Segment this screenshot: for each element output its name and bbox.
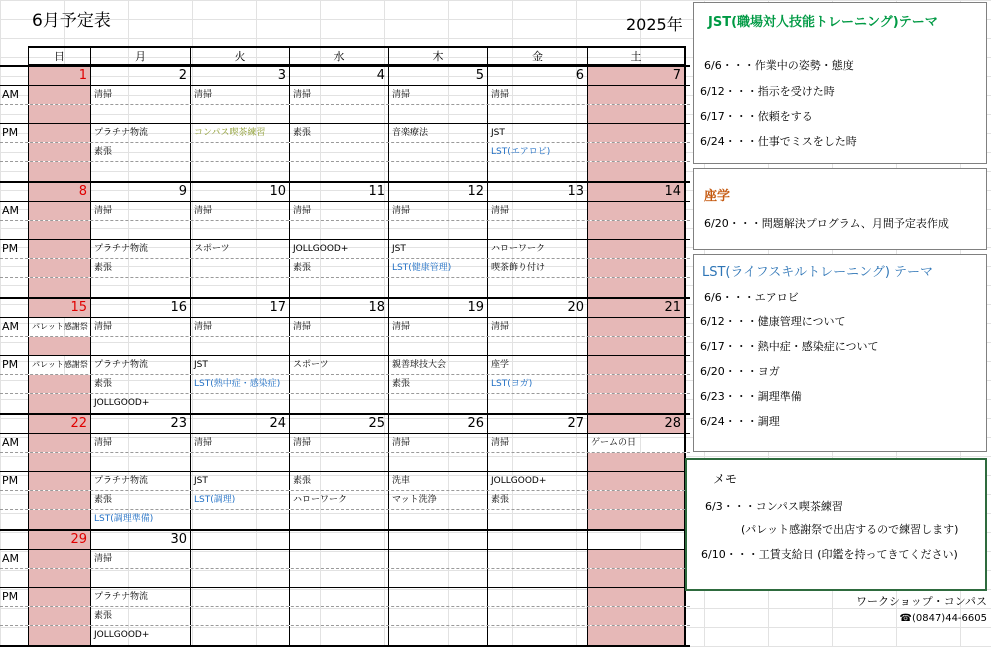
- jst-item: 6/12・・・指示を受けた時: [700, 85, 835, 98]
- schedule-cell: [28, 472, 90, 490]
- schedule-cell: 清掃: [190, 202, 289, 220]
- schedule-cell: [28, 434, 90, 452]
- schedule-cell: [388, 143, 487, 161]
- lst-item: 6/20・・・ヨガ: [700, 365, 780, 378]
- am-label: AM: [2, 204, 20, 217]
- memo-item: 6/3・・・コンパス喫茶練習: [705, 500, 843, 513]
- schedule-cell: JOLLGOOD+: [487, 472, 587, 490]
- schedule-cell: [587, 588, 686, 606]
- schedule-cell: 清掃: [289, 86, 388, 104]
- schedule-cell: [190, 221, 289, 239]
- week-row-pm2: [0, 259, 690, 278]
- schedule-cell: [28, 124, 90, 142]
- schedule-cell: [190, 569, 289, 587]
- schedule-cell: マット洗浄: [388, 491, 487, 509]
- weekday-header-cell: 木: [388, 46, 487, 65]
- date-cell: 9: [90, 183, 190, 201]
- schedule-cell: 素張: [90, 491, 190, 509]
- zagaku-panel: [693, 168, 987, 250]
- schedule-cell: 素張: [289, 259, 388, 277]
- schedule-cell: [587, 318, 686, 336]
- week-row-pm1: [0, 240, 690, 259]
- schedule-cell: [587, 550, 686, 568]
- weekday-header-cell: 土: [587, 46, 686, 65]
- zagaku-title: 座学: [704, 189, 731, 204]
- week-row-blank1: [0, 569, 690, 588]
- jst-panel: [693, 2, 987, 164]
- week-row-dates: [0, 67, 690, 86]
- page-title: 6月予定表: [32, 11, 111, 31]
- date-cell: 3: [190, 67, 289, 85]
- pm-label: PM: [2, 474, 19, 487]
- date-cell: 1: [28, 67, 90, 85]
- schedule-cell: [587, 356, 686, 374]
- schedule-cell: 清掃: [289, 434, 388, 452]
- schedule-cell: 清掃: [487, 434, 587, 452]
- schedule-cell: [587, 105, 686, 123]
- schedule-cell: 清掃: [388, 86, 487, 104]
- schedule-cell: 清掃: [90, 434, 190, 452]
- date-cell: 27: [487, 415, 587, 433]
- week-row-am: [0, 202, 690, 221]
- date-cell: 2: [90, 67, 190, 85]
- schedule-cell: [28, 162, 90, 181]
- schedule-cell: JST: [190, 472, 289, 490]
- jst-title: JST(職場対人技能トレーニング)テーマ: [708, 15, 938, 30]
- schedule-cell: [587, 86, 686, 104]
- schedule-cell: 素張: [289, 124, 388, 142]
- schedule-cell: [28, 375, 90, 393]
- schedule-cell: [289, 550, 388, 568]
- schedule-cell: LST(調理): [190, 491, 289, 509]
- week-row-blank1: [0, 453, 690, 472]
- date-cell: 12: [388, 183, 487, 201]
- date-cell: [487, 531, 587, 549]
- schedule-cell: [90, 337, 190, 355]
- schedule-cell: [587, 472, 686, 490]
- date-cell: 6: [487, 67, 587, 85]
- schedule-cell: [90, 162, 190, 181]
- schedule-cell: [587, 259, 686, 277]
- jst-item: 6/24・・・仕事でミスをした時: [700, 135, 857, 148]
- schedule-cell: 清掃: [90, 202, 190, 220]
- week-row-pm2: [0, 375, 690, 394]
- week-row-am: [0, 318, 690, 337]
- schedule-cell: 清掃: [190, 86, 289, 104]
- schedule-cell: 清掃: [190, 318, 289, 336]
- schedule-cell: スポーツ: [289, 356, 388, 374]
- schedule-cell: [28, 607, 90, 625]
- schedule-cell: [289, 588, 388, 606]
- schedule-cell: [289, 626, 388, 645]
- lst-item: 6/24・・・調理: [700, 415, 780, 428]
- schedule-cell: [28, 86, 90, 104]
- schedule-cell: [487, 588, 587, 606]
- schedule-cell: [190, 510, 289, 529]
- weekday-header-cell: 月: [90, 46, 190, 65]
- memo-item: 6/10・・・工賃支給日 (印鑑を持ってきてください): [701, 548, 958, 561]
- schedule-cell: 清掃: [388, 318, 487, 336]
- schedule-cell: [587, 626, 686, 645]
- lst-title: LST(ライフスキルトレーニング) テーマ: [702, 265, 934, 280]
- week-row-pm2: [0, 143, 690, 162]
- week-row-pm3: [0, 278, 690, 297]
- schedule-cell: [587, 394, 686, 413]
- schedule-cell: 清掃: [388, 434, 487, 452]
- schedule-cell: [28, 221, 90, 239]
- date-cell: [190, 531, 289, 549]
- date-cell: 18: [289, 299, 388, 317]
- week-row-pm1: [0, 124, 690, 143]
- week-block: [0, 297, 690, 413]
- schedule-cell: [28, 626, 90, 645]
- schedule-cell: [487, 394, 587, 413]
- schedule-cell: [28, 240, 90, 258]
- schedule-cell: ハローワーク: [289, 491, 388, 509]
- date-cell: 23: [90, 415, 190, 433]
- schedule-cell: [190, 143, 289, 161]
- date-cell: 28: [587, 415, 686, 433]
- date-cell: 11: [289, 183, 388, 201]
- schedule-cell: [587, 124, 686, 142]
- date-cell: 8: [28, 183, 90, 201]
- week-row-blank1: [0, 337, 690, 356]
- weekday-header: [0, 46, 690, 65]
- schedule-cell: [190, 550, 289, 568]
- date-cell: 4: [289, 67, 388, 85]
- schedule-cell: [487, 278, 587, 297]
- week-row-pm3: [0, 626, 690, 645]
- date-cell: 30: [90, 531, 190, 549]
- schedule-cell: [28, 394, 90, 413]
- date-cell: 10: [190, 183, 289, 201]
- week-row-pm1: [0, 356, 690, 375]
- schedule-cell: [388, 510, 487, 529]
- schedule-cell: [190, 337, 289, 355]
- schedule-cell: [28, 259, 90, 277]
- schedule-cell: [289, 162, 388, 181]
- schedule-cell: 清掃: [190, 434, 289, 452]
- date-cell: 13: [487, 183, 587, 201]
- schedule-cell: 清掃: [289, 318, 388, 336]
- schedule-cell: [388, 278, 487, 297]
- week-row-pm2: [0, 607, 690, 626]
- schedule-cell: [388, 105, 487, 123]
- schedule-cell: [190, 259, 289, 277]
- schedule-cell: [28, 453, 90, 471]
- schedule-cell: JOLLGOOD+: [90, 626, 190, 645]
- schedule-cell: [289, 607, 388, 625]
- date-cell: 16: [90, 299, 190, 317]
- schedule-cell: [487, 607, 587, 625]
- am-label: AM: [2, 552, 20, 565]
- schedule-cell: [289, 105, 388, 123]
- schedule-cell: [388, 588, 487, 606]
- schedule-cell: 素張: [90, 259, 190, 277]
- date-cell: 14: [587, 183, 686, 201]
- week-row-dates: [0, 299, 690, 318]
- schedule-cell: 清掃: [487, 202, 587, 220]
- schedule-cell: [587, 240, 686, 258]
- schedule-cell: [28, 143, 90, 161]
- schedule-cell: [487, 221, 587, 239]
- schedule-cell: [487, 453, 587, 471]
- schedule-cell: [388, 607, 487, 625]
- week-row-dates: [0, 415, 690, 434]
- pm-label: PM: [2, 590, 19, 603]
- date-cell: [587, 531, 686, 549]
- memo-panel: [685, 458, 987, 591]
- schedule-cell: [90, 453, 190, 471]
- schedule-cell: [388, 550, 487, 568]
- weekday-header-cell: 金: [487, 46, 587, 65]
- schedule-cell: JOLLGOOD+: [90, 394, 190, 413]
- date-cell: 29: [28, 531, 90, 549]
- schedule-cell: [587, 510, 686, 529]
- schedule-cell: [289, 510, 388, 529]
- schedule-cell: [587, 221, 686, 239]
- schedule-cell: [289, 569, 388, 587]
- schedule-cell: [289, 278, 388, 297]
- date-cell: 17: [190, 299, 289, 317]
- schedule-cell: [190, 105, 289, 123]
- week-row-pm2: [0, 491, 690, 510]
- schedule-cell: [289, 221, 388, 239]
- schedule-cell: 素張: [487, 491, 587, 509]
- week-row-pm3: [0, 162, 690, 181]
- schedule-cell: [190, 626, 289, 645]
- schedule-cell: スポーツ: [190, 240, 289, 258]
- week-row-blank1: [0, 105, 690, 124]
- schedule-cell: [587, 162, 686, 181]
- lst-item: 6/12・・・健康管理について: [700, 315, 846, 328]
- lst-item: 6/23・・・調理準備: [700, 390, 802, 403]
- schedule-cell: [90, 278, 190, 297]
- week-row-am: [0, 434, 690, 453]
- am-label: AM: [2, 436, 20, 449]
- lst-panel: [693, 254, 987, 452]
- schedule-cell: [28, 337, 90, 355]
- schedule-cell: [90, 569, 190, 587]
- schedule-cell: LST(調理準備): [90, 510, 190, 529]
- schedule-cell: 素張: [90, 375, 190, 393]
- org-name: ワークショップ・コンパス: [855, 595, 987, 608]
- schedule-cell: [487, 510, 587, 529]
- schedule-cell: [190, 588, 289, 606]
- schedule-cell: [587, 278, 686, 297]
- schedule-cell: [388, 569, 487, 587]
- date-cell: 20: [487, 299, 587, 317]
- schedule-cell: [587, 337, 686, 355]
- week-block: [0, 65, 690, 181]
- org-phone: ☎(0847)44-6605: [899, 613, 987, 624]
- schedule-cell: [90, 221, 190, 239]
- schedule-cell: [487, 550, 587, 568]
- schedule-cell: LST(ヨガ): [487, 375, 587, 393]
- schedule-cell: [289, 394, 388, 413]
- schedule-cell: 音楽療法: [388, 124, 487, 142]
- schedule-cell: [388, 626, 487, 645]
- schedule-cell: JOLLGOOD+: [289, 240, 388, 258]
- schedule-cell: [289, 143, 388, 161]
- pm-label: PM: [2, 358, 19, 371]
- schedule-cell: パレット感謝祭: [28, 318, 90, 336]
- schedule-cell: JST: [388, 240, 487, 258]
- schedule-cell: [388, 162, 487, 181]
- schedule-cell: [28, 510, 90, 529]
- week-row-pm3: [0, 394, 690, 413]
- schedule-cell: 清掃: [90, 550, 190, 568]
- schedule-cell: コンパス喫茶練習: [190, 124, 289, 142]
- date-cell: 25: [289, 415, 388, 433]
- schedule-cell: 清掃: [90, 86, 190, 104]
- date-cell: 15: [28, 299, 90, 317]
- schedule-cell: 清掃: [90, 318, 190, 336]
- schedule-cell: [28, 569, 90, 587]
- schedule-cell: [388, 394, 487, 413]
- schedule-cell: JST: [190, 356, 289, 374]
- schedule-cell: [28, 550, 90, 568]
- schedule-cell: [487, 569, 587, 587]
- schedule-cell: [587, 202, 686, 220]
- schedule-cell: 素張: [289, 472, 388, 490]
- schedule-cell: 清掃: [289, 202, 388, 220]
- date-cell: 19: [388, 299, 487, 317]
- date-cell: [289, 531, 388, 549]
- am-label: AM: [2, 320, 20, 333]
- weekday-header-cell: 日: [28, 46, 90, 65]
- lst-item: 6/17・・・熱中症・感染症について: [700, 340, 879, 353]
- weekday-header-cell: 水: [289, 46, 388, 65]
- schedule-cell: パレット感謝祭: [28, 356, 90, 374]
- schedule-cell: 喫茶飾り付け: [487, 259, 587, 277]
- schedule-cell: プラチナ物流: [90, 240, 190, 258]
- date-cell: 24: [190, 415, 289, 433]
- week-row-dates: [0, 531, 690, 550]
- schedule-cell: [587, 453, 686, 471]
- schedule-cell: [28, 491, 90, 509]
- date-cell: 5: [388, 67, 487, 85]
- schedule-cell: 清掃: [487, 318, 587, 336]
- schedule-cell: プラチナ物流: [90, 356, 190, 374]
- schedule-cell: [587, 143, 686, 161]
- schedule-cell: [90, 105, 190, 123]
- schedule-cell: [28, 202, 90, 220]
- schedule-cell: [487, 626, 587, 645]
- date-cell: 26: [388, 415, 487, 433]
- schedule-cell: 清掃: [388, 202, 487, 220]
- jst-item: 6/6・・・作業中の姿勢・態度: [704, 59, 854, 72]
- schedule-cell: 清掃: [487, 86, 587, 104]
- week-row-pm3: [0, 510, 690, 529]
- schedule-cell: LST(健康管理): [388, 259, 487, 277]
- schedule-cell: [190, 394, 289, 413]
- schedule-cell: 洗車: [388, 472, 487, 490]
- week-row-am: [0, 86, 690, 105]
- schedule-cell: [587, 569, 686, 587]
- date-cell: 7: [587, 67, 686, 85]
- schedule-cell: プラチナ物流: [90, 588, 190, 606]
- memo-item: (パレット感謝祭で出店するので練習します): [741, 523, 959, 536]
- schedule-cell: [28, 105, 90, 123]
- memo-title: メモ: [713, 472, 738, 486]
- schedule-cell: [487, 105, 587, 123]
- date-cell: [388, 531, 487, 549]
- pm-label: PM: [2, 242, 19, 255]
- schedule-cell: LST(エアロビ): [487, 143, 587, 161]
- schedule-cell: [487, 337, 587, 355]
- schedule-cell: [587, 607, 686, 625]
- schedule-cell: [190, 162, 289, 181]
- schedule-cell: [289, 453, 388, 471]
- schedule-cell: [587, 375, 686, 393]
- pm-label: PM: [2, 126, 19, 139]
- schedule-cell: ゲームの日: [587, 434, 686, 452]
- schedule-cell: [388, 453, 487, 471]
- week-block: [0, 181, 690, 297]
- schedule-cell: [587, 491, 686, 509]
- lst-item: 6/6・・・エアロビ: [704, 291, 799, 304]
- schedule-cell: [289, 375, 388, 393]
- schedule-cell: LST(熱中症・感染症): [190, 375, 289, 393]
- schedule-cell: 座学: [487, 356, 587, 374]
- year-label: 2025年: [626, 15, 683, 34]
- schedule-cell: [289, 337, 388, 355]
- schedule-cell: JST: [487, 124, 587, 142]
- schedule-cell: 素張: [90, 607, 190, 625]
- schedule-cell: プラチナ物流: [90, 472, 190, 490]
- week-row-pm1: [0, 472, 690, 491]
- schedule-cell: ハローワーク: [487, 240, 587, 258]
- schedule-cell: [388, 337, 487, 355]
- schedule-cell: 素張: [90, 143, 190, 161]
- week-row-blank1: [0, 221, 690, 240]
- schedule-cell: 素張: [388, 375, 487, 393]
- schedule-cell: [190, 453, 289, 471]
- weekday-header-cell: 火: [190, 46, 289, 65]
- schedule-cell: [28, 278, 90, 297]
- zagaku-item: 6/20・・・問題解決プログラム、月間予定表作成: [704, 217, 949, 230]
- am-label: AM: [2, 88, 20, 101]
- schedule-cell: [388, 221, 487, 239]
- date-cell: 21: [587, 299, 686, 317]
- date-cell: 22: [28, 415, 90, 433]
- schedule-cell: [190, 278, 289, 297]
- week-row-pm1: [0, 588, 690, 607]
- jst-item: 6/17・・・依頼をする: [700, 110, 813, 123]
- week-block: [0, 529, 690, 647]
- schedule-cell: [487, 162, 587, 181]
- week-row-dates: [0, 183, 690, 202]
- schedule-cell: プラチナ物流: [90, 124, 190, 142]
- schedule-cell: [28, 588, 90, 606]
- week-row-am: [0, 550, 690, 569]
- schedule-cell: [190, 607, 289, 625]
- week-block: [0, 413, 690, 529]
- calendar-grid: [0, 46, 690, 647]
- schedule-cell: 親善球技大会: [388, 356, 487, 374]
